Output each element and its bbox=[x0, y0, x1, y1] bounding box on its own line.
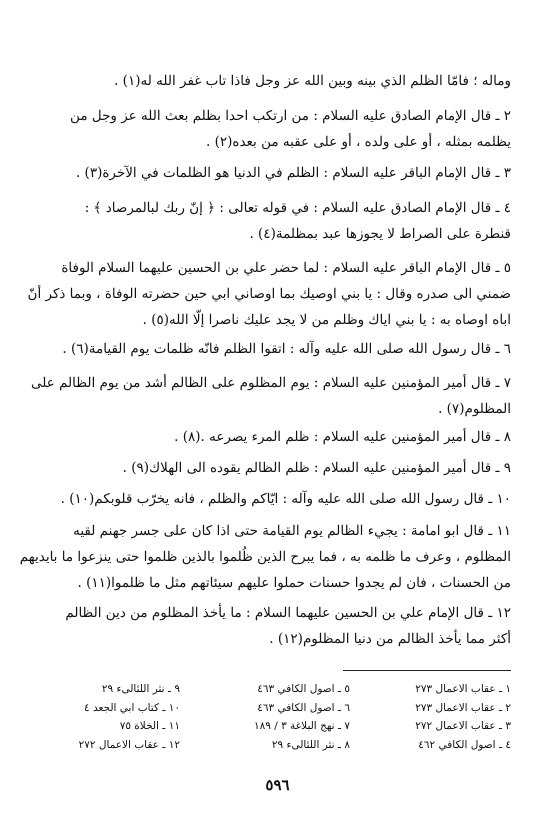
text-line: اباه اوصاه به : يا بني اياك وظلم من لا يجد عليك ناصرا إلّا الله(٥) . bbox=[142, 312, 511, 328]
text-line: من الحسنات ، فان لم يجدوا حسنات حملوا عليهم سيئاتهم مثل ما ظلموا(١١) . bbox=[77, 575, 511, 591]
text-line: ضمني الى صدره وقال : يا بني اوصيك بما اوصاني ابي حين حضرته الوفاة ، وبما ذكر أنّ bbox=[27, 286, 511, 302]
footnote: ٨ ـ نثر اللئالىء ٢٩ bbox=[271, 738, 350, 751]
footnote: ١٠ ـ كتاب ابي الجعد ٤ bbox=[84, 701, 180, 714]
footnote: ٩ ـ نثر اللئالىء ٢٩ bbox=[101, 683, 180, 695]
paragraph-2 bbox=[62, 103, 511, 155]
paragraph-1 bbox=[62, 68, 511, 94]
text-line: أكثر مما يأخذ الظالم من دنيا المظلوم(١٢) . bbox=[269, 631, 511, 647]
text-line: المظلوم(٧) . bbox=[438, 401, 511, 417]
footnote: ١٢ ـ عقاب الاعمال ٢٧٢ bbox=[78, 738, 180, 751]
text-line: ٩ ـ قال أمير المؤمنين عليه السلام : ظلم الظالم يقوده الى الهلاك(٩) . bbox=[122, 460, 511, 476]
paragraph-6 bbox=[62, 336, 511, 362]
paragraph-9 bbox=[62, 455, 511, 481]
text-line: ٣ ـ قال الإمام الباقر عليه السلام : الظلم في الدنيا هو الظلمات في الآخرة(٣) . bbox=[75, 165, 511, 181]
footnotes-column-2 bbox=[200, 680, 350, 754]
paragraph-8 bbox=[62, 424, 511, 450]
paragraph-10 bbox=[62, 486, 511, 512]
footnote: ٦ ـ اصول الكافي ٤٦٣ bbox=[257, 701, 350, 714]
paragraph-7 bbox=[31, 370, 511, 422]
text-line: ٤ ـ قال الإمام الصادق عليه السلام : في قوله تعالى : ﴿ إنّ ربك لبالمرصاد ﴾ : bbox=[84, 200, 511, 216]
text-line: ١٢ ـ قال الإمام علي بن الحسين عليهما السلام : ما يأخذ المظلوم من دين الظالم bbox=[65, 605, 511, 621]
paragraph-3 bbox=[62, 160, 511, 186]
footnotes-column-1 bbox=[361, 680, 511, 754]
footnote: ٥ ـ اصول الكافي ٤٦٣ bbox=[257, 683, 350, 695]
paragraph-4 bbox=[62, 195, 511, 247]
footnote: ٤ ـ اصول الكافي ٤٦٢ bbox=[418, 738, 511, 751]
footnote: ١١ ـ الخلاة ٧٥ bbox=[119, 720, 180, 732]
text-line: ٥ ـ قال الإمام الباقر عليه السلام : لما حضر علي بن الحسين عليهما السلام الوفاة bbox=[61, 260, 511, 276]
paragraph-12 bbox=[62, 600, 511, 652]
paragraph-11 bbox=[19, 518, 511, 596]
footnote: ٢ ـ عقاب الاعمال ٢٧٣ bbox=[415, 701, 511, 714]
footnote: ٧ ـ نهج البلاغة ٣ / ١٨٩ bbox=[253, 720, 350, 732]
text-line: قنطرة على الصراط لا يجوزها عبد بمظلمة(٤) . bbox=[249, 226, 511, 242]
text-line: ٧ ـ قال أمير المؤمنين عليه السلام : يوم المظلوم على الظالم أشد من يوم الظالم على bbox=[31, 375, 511, 391]
footnote-divider bbox=[343, 670, 511, 671]
text-line: ٨ ـ قال أمير المؤمنين عليه السلام : ظلم المرء يصرعه .(٨) . bbox=[174, 429, 511, 445]
text-line: وماله ؛ فامّا الظلم الذي بينه وبين الله عز وجل فاذا تاب غفر الله له(١) . bbox=[114, 73, 511, 89]
footnotes-column-3 bbox=[40, 680, 180, 754]
paragraph-5 bbox=[27, 255, 511, 333]
text-line: ١١ ـ قال ابو امامة : يجيء الظالم يوم القيامة حتى اذا كان على جسر جهنم لقيه bbox=[73, 523, 511, 539]
page-number: ٥٩٦ bbox=[265, 776, 290, 794]
text-line: ٢ ـ قال الإمام الصادق عليه السلام : من ارتكب احدا بظلم بعث الله عز وجل من bbox=[70, 108, 511, 124]
footnote: ١ ـ عقاب الاعمال ٢٧٣ bbox=[415, 683, 511, 695]
text-line: ٦ ـ قال رسول الله صلى الله عليه وآله : اتقوا الظلم فانّه ظلمات يوم القيامة(٦) . bbox=[62, 341, 511, 357]
text-line: ١٠ ـ قال رسول الله صلى الله عليه وآله : ايّاكم والظلم ، فانه يخرّب قلوبكم(١٠) . bbox=[60, 491, 511, 507]
text-line: يظلمه بمثله ، أو على ولده ، أو على عقبه من بعده(٢) . bbox=[205, 134, 511, 150]
text-line: المظلوم ، وعرف ما ظلمه به ، فما يبرح الذين ظُلموا بالذين ظلموا حتى ينزعوا ما بايديهم bbox=[19, 549, 511, 565]
footnote: ٣ ـ عقاب الاعمال ٢٧٢ bbox=[415, 720, 511, 732]
